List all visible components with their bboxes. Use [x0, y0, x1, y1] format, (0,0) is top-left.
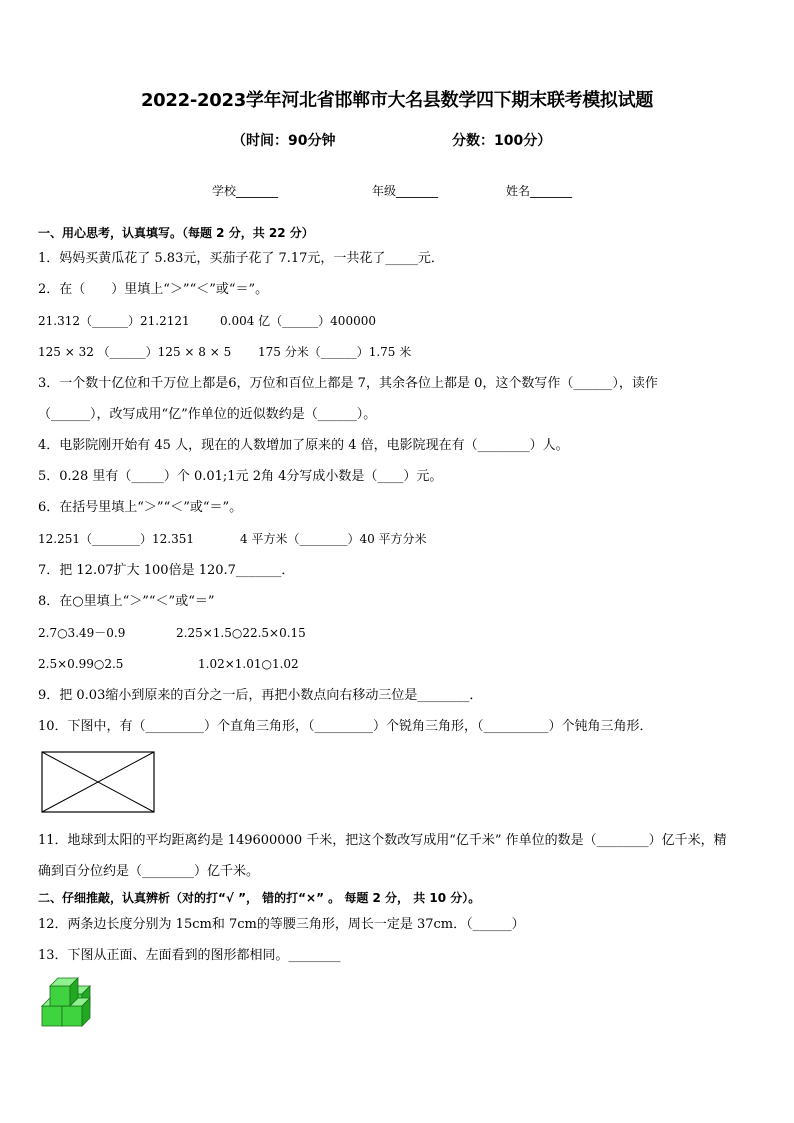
question-3-line-1: 3．一个数十亿位和千万位上都是6，万位和百位上都是 7，其余各位上都是 0，这个数写作（______），读作 [38, 376, 658, 391]
cube-stack-figure [40, 974, 106, 1028]
question-2-item-b: 0.004 亿（______）400000 [220, 314, 376, 328]
question-1: 1．妈妈买黄瓜花了 5.83元，买茄子花了 7.17元，一共花了_____元． [38, 251, 444, 266]
question-8: 8．在○里填上“＞”“＜”或“＝” [38, 594, 215, 609]
score-label: 分数：100分） [452, 133, 552, 149]
cube-top [50, 978, 78, 1006]
school-field[interactable]: 学校_______ [212, 184, 279, 198]
cube-stack [42, 978, 90, 1026]
question-8-item-c: 2.5×0.99○2.5 [38, 657, 124, 671]
question-6: 6．在括号里填上“＞”“＜”或“＝”。 [38, 500, 243, 515]
question-12: 12．两条边长度分别为 15cm和 7cm的等腰三角形，周长一定是 37cm．（______） [38, 917, 525, 932]
page-title: 2022-2023学年河北省邯郸市大名县数学四下期末联考模拟试题 [140, 90, 654, 111]
question-6-item-a: 12.251（________）12.351 [38, 532, 194, 546]
question-11-line-1: 11．地球到太阳的平均距离约是 149600000 千米，把这个数改写成用“亿千米” 作单位的数是（________）亿千米，精 [38, 833, 727, 848]
name-field[interactable]: 姓名_______ [506, 184, 573, 198]
rectangle-diagonals-figure [40, 750, 156, 814]
time-label: （时间：90分钟 [232, 133, 336, 149]
question-8-item-d: 1.02×1.01○1.02 [198, 657, 299, 671]
question-2-item-c: 125 × 32 （______）125 × 8 × 5 [38, 345, 232, 359]
question-4: 4．电影院刚开始有 45 人，现在的人数增加了原来的 4 倍，电影院现在有（________）人。 [38, 438, 569, 453]
question-2-item-a: 21.312（______）21.2121 [38, 314, 190, 328]
question-9: 9．把 0.03缩小到原来的百分之一后，再把小数点向右移动三位是________． [38, 688, 483, 703]
question-10: 10．下图中，有（_________）个直角三角形，（_________）个锐角三角形，（__________）个钝角三角形． [38, 719, 653, 734]
section-2-heading: 二、仔细推敲，认真辨析（对的打“√ ”， 错的打“×” 。 每题 2 分， 共 10 分）。 [38, 891, 481, 905]
question-5: 5．0.28 里有（_____）个 0.01;1元 2角 4分写成小数是（____）元。 [38, 469, 443, 484]
question-8-item-a: 2.7○3.49－0.9 [38, 626, 126, 640]
question-3-line-2: （______），改写成用“亿”作单位的近似数约是（______）。 [38, 407, 377, 422]
question-2: 2．在（ ）里填上“＞”“＜”或“＝”。 [38, 282, 269, 297]
question-13: 13．下图从正面、左面看到的图形都相同。________ [38, 948, 341, 963]
question-7: 7．把 12.07扩大 100倍是 120.7_______． [38, 563, 295, 578]
question-8-item-b: 2.25×1.5○22.5×0.15 [176, 626, 306, 640]
question-2-item-d: 175 分米（______）1.75 米 [258, 345, 412, 359]
question-6-item-b: 4 平方米（________）40 平方分米 [240, 532, 427, 546]
question-11-line-2: 确到百分位约是（________）亿千米。 [38, 864, 260, 879]
grade-field[interactable]: 年级_______ [372, 184, 439, 198]
section-1-heading: 一、用心思考，认真填写。（每题 2 分，共 22 分） [38, 226, 314, 240]
